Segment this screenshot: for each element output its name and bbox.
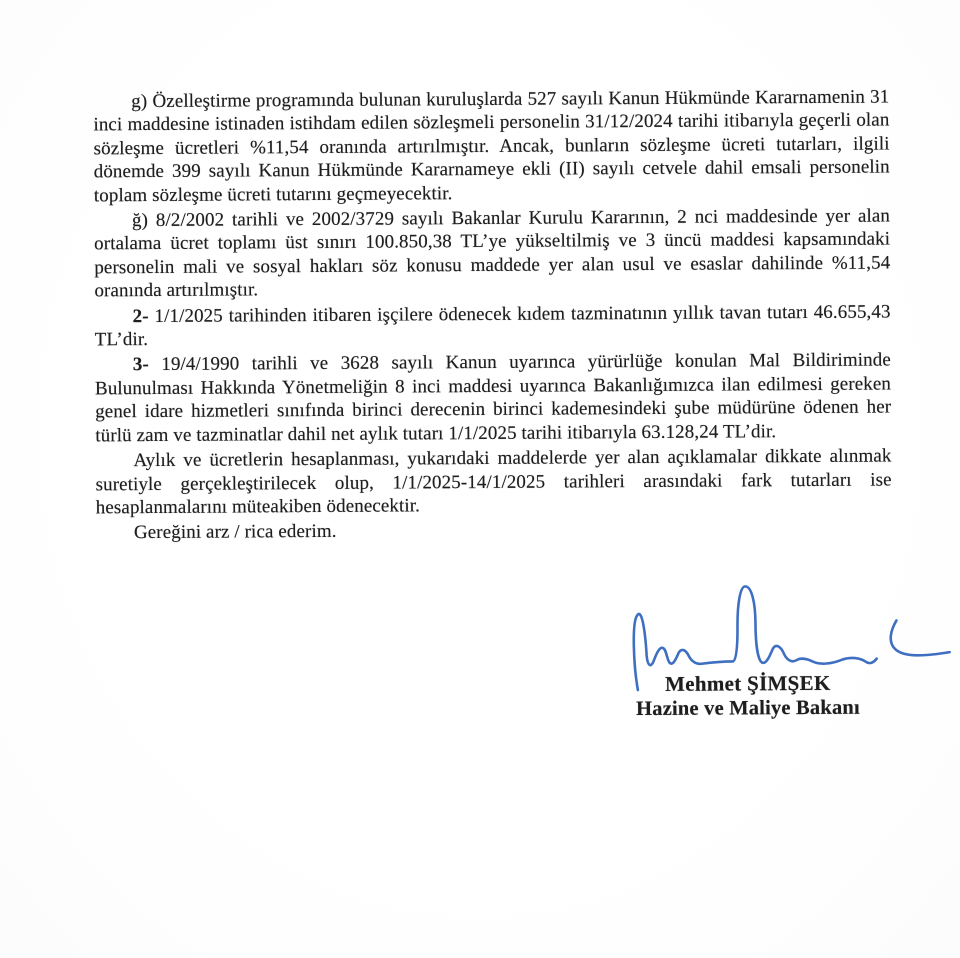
- paragraph-regards: Gereğini arz / rica ederim.: [133, 521, 337, 544]
- paragraph-3: 3- 19/4/1990 tarihli ve 3628 sayılı Kanun uyarınca yürürlüğe konulan Mal Bildiriminde Bulunulması Hakkında Yönetmeliğin 8 inci maddesi uyarınca Bakanlığımızca ilan edilmesi gereken genel idare hizmetleri sınıfında birinci derecenin birinci kademesindeki şube müdürüne ödenen her türlü zam ve tazminatlar dahil net aylık tutarı 1/1/2025 tarihi itibarıyla 63.128,24 TL’dir.: [94, 349, 892, 447]
- paragraph-number: 2-: [132, 305, 149, 327]
- paragraph-2: 2- 1/1/2025 tarihinden itibaren işçilere ödenecek kıdem tazminatının yıllık tavan tutarı 46.655,43 TL’dir.: [94, 301, 891, 351]
- signatory-name: Mehmet ŞİMŞEK: [665, 670, 831, 696]
- letter-body: [93, 85, 892, 547]
- paragraph-number: 3-: [132, 354, 149, 376]
- signatory-title: Hazine ve Maliye Bakanı: [636, 696, 860, 721]
- paragraph-gg: ğ) 8/2/2002 tarihli ve 2002/3729 sayılı Bakanlar Kurulu Kararının, 2 nci maddesinde yer alan ortalama ücret toplamı üst sınırı 100.850,38 TL’ye yükseltilmiş ve 3 üncü maddesi kapsamındaki personelin mali ve sosyal hakları söz konusu maddede yer alan usul ve esaslar dahilinde %11,54 oranında artırılmıştır.: [94, 205, 891, 302]
- signature-block: [599, 570, 960, 732]
- signatory: [608, 670, 888, 722]
- paragraph-g: g) Özelleştirme programında bulunan kuruluşlarda 527 sayılı Kanun Hükmünde Kararnamenin 31 inci maddesine istinaden istihdam edilen sözleşmeli personelin 31/12/2024 tarihi itibarıyla geçerli olan sözleşme ücretleri %11,54 oranında artırılmıştır. Ancak, bunların sözleşme ücreti tutarları, ilgili dönemde 399 sayılı Kanun Hükmünde Kararnameye ekli (II) sayılı cetvele dahil emsali personelin toplam sözleşme ücreti tutarını geçmeyecektir.: [93, 86, 890, 206]
- paragraph-closing: Aylık ve ücretlerin hesaplanması, yukarıdaki maddelerde yer alan açıklamalar dikkate alınmak suretiyle gerçekleştirilecek olup, 1/1/2025-14/1/2025 tarihleri arasındaki fark tutarları ise hesaplanmalarını müteakiben ödenecektir.: [95, 445, 892, 519]
